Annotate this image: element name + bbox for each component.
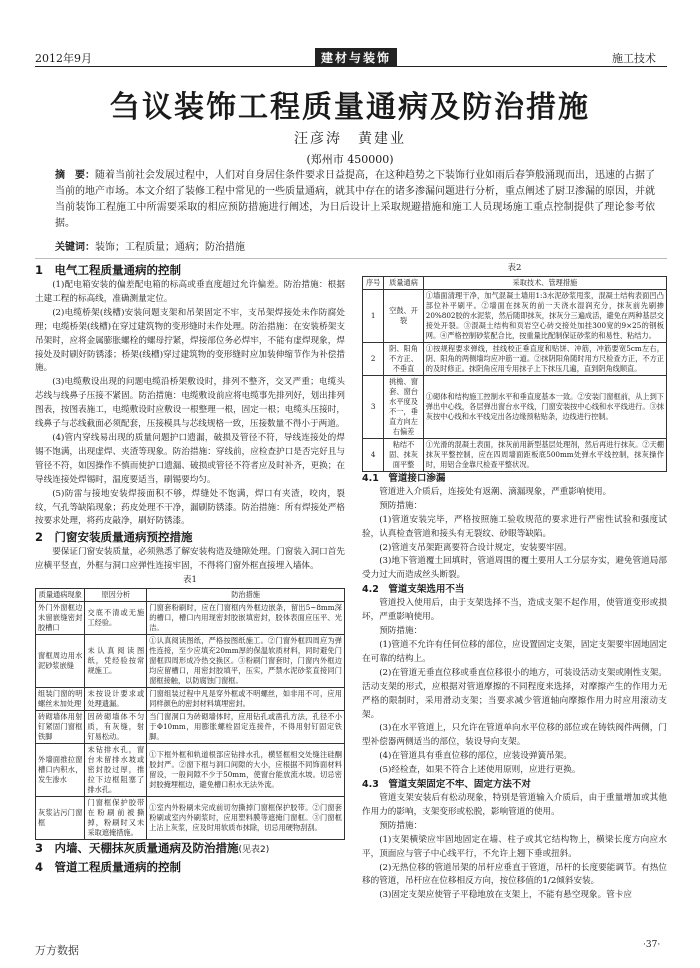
paragraph: (5)经检查，如果不符合上述使用原则，应进行更换。: [379, 765, 581, 776]
section-2-title: 2 门窗安装质量通病预控措施: [35, 530, 193, 545]
table-cell: 4: [363, 438, 384, 471]
paragraph: (4)在管道具有垂直位移的部位，应装设弹簧吊架。: [379, 751, 572, 762]
table-cell: 未按设计要求或处理遗漏。: [85, 688, 147, 711]
table-cell: 因砖砌墙体不匀质，有灰缝，射钉易松动。: [85, 711, 147, 744]
paper-title: 刍议装饰工程质量通病及防治措施: [110, 90, 590, 125]
table-cell: 未钻排水孔，窗台未留排水坡或密封胶过厚，推拉下边框阻塞了排水孔。: [85, 744, 147, 797]
abstract-rule: [35, 258, 667, 259]
table-cell: 3: [363, 375, 384, 438]
table-cell: 灰浆沾污门窗框: [36, 797, 85, 840]
abstract: [55, 168, 655, 232]
paragraph: 管道支架安装后有松动现象，特别是管道输入介质后，由于重量增加或其他作用力的影响，支架变形或松脱，影响管道的使用。: [362, 793, 667, 817]
abstract-text: 随着当前社会发展过程中，人们对自身居住条件要求日益提高，在这种趋势之下装饰行业如雨后春笋般涌现而出，迅速的占据了当前的地产市场。本文介绍了装修工程中常见的一些质量通病，就其中存在的诸多渗漏问题进行分析，重点阐述了厨卫渗漏的原因，并就当前装饰工程施工中所需要采取的相应预防措施进行阐述，为日后设计上采取规避措施和施工人员现场施工重点控制提供了理论参考依据。: [55, 170, 655, 229]
table-cell: 交底不清或无施工经验。: [85, 602, 147, 635]
table-header-row: [36, 589, 345, 602]
table-1: [35, 588, 345, 840]
table-cell: 门窗组装过程中凡是穿外框或不明螺丝，如非用不可，应用同样颜色的密封材料填埋密封。: [147, 688, 345, 711]
table-cell: 当门窗洞口为砖砌墙体时，应用钻孔或凿孔方法，孔径不小于Φ10mm，用膨胀螺栓固定连接件，不得用射钉固定铁脚。: [147, 711, 345, 744]
table-row: [36, 602, 345, 635]
keywords: [55, 238, 655, 253]
table-cell: 门窗框保护胶带在粉刷前被撕掉，粉刷时又未采取遮掩措施。: [85, 797, 147, 840]
section-3-note: (见表2): [238, 845, 270, 856]
table-row: [36, 635, 345, 688]
table-header-cell: 采取技术、管理措施: [423, 276, 666, 289]
table-row: [36, 744, 345, 797]
keywords-text: 装饰；工程质量；通病；防治措施: [95, 242, 245, 253]
header-rule: [35, 66, 667, 67]
table-cell: 阴、阳角不方正、不垂直: [384, 342, 424, 375]
table-cell: ①认真阅读图纸，严格按图纸施工。②门窗外框四周应为弹性连接，至少应填充20mm厚的保温软质材料，同时避免门窗框四周形成冷热交换区。③粉刷门窗套时，门窗内外框边均应留槽口，用密封胶填平，压实，严禁水泥砂浆直接同门窗框接触，以防腐蚀门窗框。: [147, 635, 345, 688]
table-row: [363, 289, 667, 342]
table-cell: ①按规程要求弹线，挂线校正垂直度和贴饼、冲筋，冲筋要宽5cm左右，阴、阳角的两侧墙均应冲筋一道。②抹阴阳角随时用方尺检查方正，不方正的及时修正。抹阴角应用专用抹子上下抹压几遍，直到阴角线顺直。: [423, 342, 666, 375]
table-cell: ①墙面清理干净，加气混凝土墙用1:3水泥砂浆甩浆，混凝土结构表面凹凸部位补平刷平。②墙面在抹灰的前一天浇水湿润充分，抹灰前先刷掺20%802胶的水泥浆，然后随即抹灰，抹灰分三遍成活，避免在两种基层交接处开裂。③混凝土结构和页岩空心砖交接处加挂300宽的9×25的钢板网。④严格控制砂浆配合比，按重量比配制保证砂浆的和易性、粘结力。: [423, 289, 666, 342]
issue-date: 2012年9月: [35, 52, 92, 65]
abstract-label: 摘 要：: [55, 170, 95, 181]
table-cell: ①砌体和结构施工控制水平和垂直度基本一致。②安装门窗框前，从上到下弹出中心线，各层弹出窗台水平线，门窗安装按中心线和水平线进行。③抹灰按中心线和水平线定出各边缘预粘贴条，边线进行控制。: [423, 375, 666, 438]
table-row: [363, 438, 667, 471]
section-name: 施工技术: [612, 52, 656, 65]
table-1-caption: 表1: [183, 575, 197, 586]
table-row: [36, 711, 345, 744]
paragraph: (3)地下管道覆土回填时，管道周围的覆土要用人工分层夯实，避免管道局部受力过大而造成丝头断裂。: [362, 556, 667, 581]
paragraph: (5)防雷与接地安装焊接面积不够，焊缝处不饱满，焊口有夹渣，咬肉，裂纹，气孔等缺陷现象；药皮处理不干净，漏刷防锈漆。防治措施：所有焊接处严格按要求处理，将药皮敲净，刷好防锈漆。: [35, 488, 345, 527]
paragraph: (2)电缆桥架(线槽)安装问题支架和吊架固定不牢，支吊架焊接处未作防腐处理；电缆桥架(线槽)在穿过建筑物的变形缝时未作处理。防治措施：在安装桥架支吊架时，应将金属膨胀螺栓的螺母拧紧，焊接部位务必焊牢，不能有虚焊现象，焊接处及时刷好防锈漆；桥架(线槽)穿过建筑物的变形缝时应加装伸缩节作为补偿措施。: [35, 307, 345, 374]
table-cell: 未认真阅读图纸，凭经验按常规施工。: [85, 635, 147, 688]
table-header-cell: 防治措施: [147, 589, 345, 602]
right-column: [362, 262, 667, 903]
section-4-3-title: 4.3 管道支架固定不牢、固定方法不对: [362, 779, 531, 791]
source-watermark: 万方数据: [35, 944, 79, 957]
journal-name: 建材与装饰: [315, 48, 397, 67]
table-header-cell: 质量通病: [384, 276, 424, 289]
section-4-1-title: 4.1 管道接口渗漏: [362, 472, 446, 484]
table-header-cell: 原因分析: [85, 589, 147, 602]
paragraph: 要保证门窗安装质量，必须熟悉了解安装构造及缝隙处理。门窗装入洞口首先应横平竖直，外框与洞口应弹性连接牢固，不得将门窗外框直接埋入墙体。: [35, 547, 345, 572]
table-2: [362, 276, 667, 472]
keywords-label: 关键词：: [55, 242, 95, 253]
paragraph: (1)管道安装完毕，严格按照施工验收规范的要求进行严密性试验和强度试验，认真检查管道和接头有无裂纹、砂眼等缺陷。: [362, 514, 667, 539]
table-row: [363, 342, 667, 375]
paragraph: 预防措施：: [379, 500, 423, 511]
authors: 汪彦涛 黄建业: [294, 131, 406, 147]
table-cell: ①光滑的混凝土表面，抹灰前用新型基层处理剂，然后再进行抹灰。②天棚抹灰平整控制，应在四周墙面距板底500mm处弹水平线控制，抹灰操作时，用铝合金靠尺检查平整状况。: [423, 438, 666, 471]
table-row: [36, 688, 345, 711]
section-1-title: 1 电气工程质量通病的控制: [35, 263, 182, 277]
paragraph: (2)管道支吊架距离要符合设计规定，安装要牢固。: [379, 542, 572, 553]
paragraph: 管道进入介质后，连接处有返潮、滴漏现象，严重影响使用。: [379, 486, 612, 497]
table-cell: 粘结不固、抹灰面平整: [384, 438, 424, 471]
table-2-caption: 表2: [507, 263, 522, 273]
paragraph: (1)配电箱安装的偏差配电箱的标高或垂直度超过允许偏差。防治措施：根据土建工程的标高线，准确测量定位。: [35, 280, 345, 304]
table-cell: 外门外窗框边未留嵌缝密封胶槽口: [36, 602, 85, 635]
paragraph: (4)管内穿线易出现的质量问题护口遗漏，破损及管径不符，导线连接处的焊锡不饱满，出现虚焊、夹渣等现象。防治措施：穿线前，应检查护口是否完好且与管径不符，如因操作不慎而使护口遗漏、破损或管径不符者应及时补齐，更换；在导线连接处焊锡时，温度要适当，刷锡要均匀。: [35, 432, 345, 485]
paragraph: (2)在管道无垂直位移或垂直位移很小的地方，可装设活动支架或刚性支架。活动支架的形式，应根据对管道摩擦的不同程度来选择，对摩擦产生的作用力无严格的限制时，采用滑动支架；当要求减少管道轴向摩擦作用力时应用滚动支架。: [362, 667, 667, 720]
table-cell: 挑檐、窗套、窗台水平度及不一，垂直方向左右偏差: [384, 375, 424, 438]
section-3-title: [35, 840, 345, 859]
section-4-2-title: 4.2 管道支架选用不当: [362, 584, 465, 596]
table-cell: 空鼓、开裂: [384, 289, 424, 342]
table-cell: ①室内外粉刷未完成前切勿撕掉门窗框保护胶带。②门窗套粉刷或室内外刷浆时，应用塑料膜等遮掩门窗框。③门窗框上沾上灰浆，应及时用软质布抹除，切忌用硬物刮刮。: [147, 797, 345, 840]
left-column: [35, 262, 345, 876]
paragraph: 预防措施：: [379, 820, 423, 831]
paragraph: 管道投入使用后，由于支架选择不当，造成支架不起作用，使管道变形或损坏，严重影响使用。: [362, 598, 667, 623]
section-4-title: 4 管道工程质量通病的控制: [35, 860, 182, 875]
paragraph: (1)管道不允许有任何位移的部位，应设置固定支架，固定支架要牢固地固定在可靠的结构上。: [362, 639, 667, 664]
table-cell: 1: [363, 289, 384, 342]
table-cell: 2: [363, 342, 384, 375]
table-header-cell: 质量通病现象: [36, 589, 85, 602]
paragraph: 预防措施：: [379, 626, 423, 637]
table-cell: 组装门窗的明螺丝未加处理: [36, 688, 85, 711]
paragraph: (2)无热位移的管道吊架的吊杆应垂直于管道，吊杆的长度要能调节。有热位移的管道，吊杆应在位移相反方向，按位移值的1/2倾斜安装。: [362, 862, 667, 887]
table-header-cell: 序号: [363, 276, 384, 289]
paragraph: (3)电缆敷设出现的问题电缆沿桥架敷设时，排列不整齐，交叉严重；电缆头芯线与线鼻子压接不紧固。防治措施：电缆敷设前应将电缆事先排列好，划出排列图表，按图表施工，电缆敷设时应敷设一根整理一根，固定一根；电缆头压接时，线鼻子与芯线截面必须配套，压接模具与芯线规格一致，压接数量不得小于两道。: [35, 377, 345, 430]
table-cell: ①下框外框和轨道根部应钻排水孔，横竖框相交处缝注硅酮胶封严。②窗下框与洞口间隙的大小，应根据不同饰面材料留设，一般间隙不少于50mm，使窗台能放流水坡。切忌密封胶掩埋框边，避免槽口积水无法外流。: [147, 744, 345, 797]
table-cell: 砖砌墙体用射钉紧固门窗框铁脚: [36, 711, 85, 744]
table-header-row: [363, 276, 667, 289]
page-number: ·37·: [643, 940, 661, 950]
table-row: [36, 797, 345, 840]
section-3-title-text: 3 内墙、天棚抹灰质量通病及防治措施: [35, 841, 239, 856]
paragraph: (1)支架横梁应牢固地固定在墙、柱子或其它结构物上，横梁长度方向应水平，顶面应与管子中心线平行，不允许上翘下垂或扭斜。: [362, 834, 667, 859]
table-cell: 外墙面推拉窗槽口内积水，发生渗水: [36, 744, 85, 797]
affiliation: (郑州市 450000): [306, 153, 394, 166]
paragraph: (3)固定支架应使管子平稳地放在支架上，不能有悬空现象。管卡应: [379, 890, 632, 901]
table-cell: 门窗套粉刷时，应在门窗框内外框边嵌条，留出5~8mm深的槽口，槽口内用现密封胶嵌填密封，胶体表面应压平、光洁。: [147, 602, 345, 635]
table-row: [363, 375, 667, 438]
paragraph: (3)在水平管道上，只允许在管道单向水平位移的部位或在铸铁阀件两侧，门型补偿器两侧适当的部位，装设导向支架。: [362, 723, 667, 748]
table-cell: 窗框周边用水泥砂浆嵌缝: [36, 635, 85, 688]
